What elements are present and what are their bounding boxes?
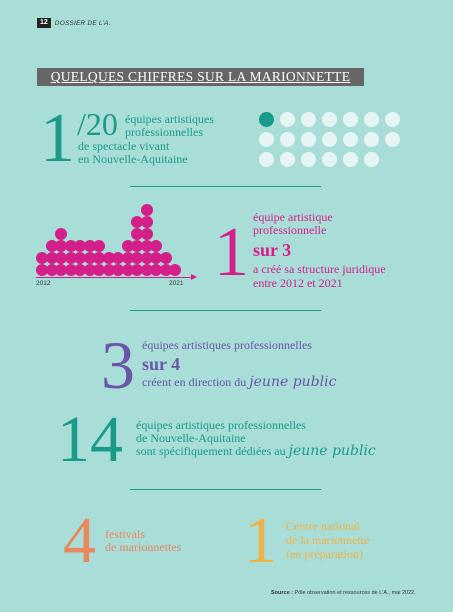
stat1-text-1: équipes artistiques (125, 112, 214, 126)
stat5-text-2: de marionnettes (105, 540, 182, 554)
stat4-text-3-row (136, 445, 376, 458)
stat6-text-3: (en préparation) (286, 547, 363, 561)
one-in-twenty-dot-grid (259, 112, 409, 168)
grid-dot (280, 152, 295, 167)
stat6-text-2: de la marionnette (286, 533, 370, 547)
chart-dot (55, 228, 67, 240)
grid-dot (343, 132, 358, 147)
stat4-number: 14 (57, 403, 123, 476)
stat4-highlight: jeune public (288, 443, 376, 459)
source-note (271, 590, 416, 596)
stat1-fraction: /20 (77, 106, 118, 142)
stat1-text-2: professionnelles (125, 125, 203, 139)
stat3-number: 3 (101, 327, 135, 403)
stat1-number: 1 (40, 100, 75, 177)
stat1-text-4: en Nouvelle-Aquitaine (78, 152, 188, 166)
grid-dot (280, 112, 295, 127)
grid-dot (322, 132, 337, 147)
grid-dot (301, 112, 316, 127)
chart-dot (141, 204, 153, 216)
stat5-text-1: festivals (105, 527, 145, 541)
stat2-sur: sur 3 (253, 240, 292, 260)
chart-dot (169, 264, 181, 276)
stat6-text-1: Centre national (286, 519, 360, 533)
separator-2 (130, 310, 321, 311)
grid-dot (301, 152, 316, 167)
stat4-text-2: de Nouvelle-Aquitaine (136, 431, 246, 445)
stat2-text-2: professionnelle (253, 223, 327, 237)
grid-dot (301, 132, 316, 147)
highlighted-dot (259, 112, 274, 127)
stat5-number: 4 (63, 504, 96, 577)
source-text: Pôle observation et ressources de L'A., mai 2022. (294, 590, 416, 596)
grid-dot (322, 152, 337, 167)
chart-dot (160, 252, 172, 264)
grid-dot (280, 132, 295, 147)
chart-dot (150, 240, 162, 252)
grid-dot (385, 112, 400, 127)
grid-dot (343, 152, 358, 167)
page-header (37, 18, 111, 28)
section-label: DOSSIER DE L'A. (54, 19, 111, 27)
chart-dot (141, 228, 153, 240)
stat1-text-3: de spectacle vivant (78, 139, 170, 153)
grid-dot (259, 132, 274, 147)
stat3-text-2-row (142, 376, 336, 389)
stat3-sur: sur 4 (142, 354, 181, 374)
stat6-number: 1 (244, 504, 277, 577)
stat4-text-1: équipes artistiques professionnelles (136, 418, 306, 432)
grid-dot (385, 132, 400, 147)
grid-dot (343, 112, 358, 127)
axis-label-end: 2021 (169, 280, 184, 287)
stat3-text-2: créent en direction du (142, 375, 247, 389)
grid-dot (322, 112, 337, 127)
chart-axis (36, 277, 193, 278)
separator-1 (130, 186, 321, 187)
chart-dot (93, 240, 105, 252)
stat2-number: 1 (214, 214, 249, 291)
grid-dot (364, 132, 379, 147)
separator-3 (130, 489, 321, 490)
stat2-text-1: équipe artistique (253, 210, 333, 224)
page-number: 12 (37, 18, 51, 28)
stat4-text-3: sont spécifiquement dédiées au (136, 444, 286, 458)
chart-dot (141, 216, 153, 228)
creation-dot-chart (36, 216, 201, 291)
stat2-text-3: a créé sa structure juridique (253, 262, 386, 276)
source-label: Source : (271, 590, 294, 596)
stat3-highlight: jeune public (249, 374, 337, 390)
axis-label-start: 2012 (36, 280, 51, 287)
grid-dot (259, 152, 274, 167)
page-title: QUELQUES CHIFFRES SUR LA MARIONNETTE (37, 68, 364, 86)
stat2-text-4: entre 2012 et 2021 (253, 276, 343, 290)
stat3-text-1: équipes artistiques professionnelles (142, 338, 312, 352)
chart-axis-arrow (191, 274, 197, 280)
grid-dot (364, 112, 379, 127)
grid-dot (364, 152, 379, 167)
